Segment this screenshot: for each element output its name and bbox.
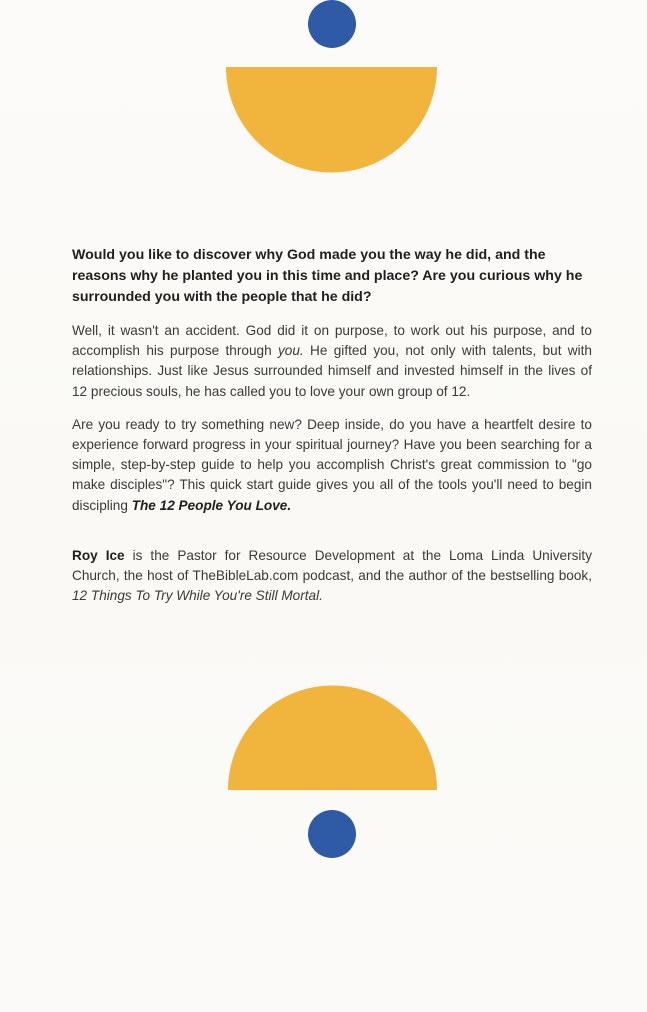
cover-text <box>72 245 592 619</box>
book-title: The 12 People You Love. <box>131 497 292 513</box>
para1-text: Well, it wasn't an accident. God did it on purpose, to work out his purpose, and to accomplish his purpose through <box>72 323 592 359</box>
blue-dot-icon-top <box>308 0 356 48</box>
para2-text: Are you ready to try something new? Deep inside, do you have a heartfelt desire to experience forward progress in your spiritual journey? Have you been searching for a simple, step-by-step guide to help you accomplish Christ's great commission to "go make disciples"? This quick start guide gives you all of the tools you'll need to begin discipling <box>72 416 592 513</box>
para1-text-end: He gifted you, not only with talents, but with relationships. Just like Jesus surrounded himself and invested himself in the lives of 12 precious souls, he has called you to love your own group of 12. <box>72 343 592 399</box>
para1-emphasis-you: you. <box>277 343 304 359</box>
author-bio <box>72 546 592 607</box>
gold-half-circle-icon-top <box>226 67 437 173</box>
author-bio-text: is the Pastor for Resource Development at the Loma Linda University Church, the host of TheBibleLab.com podcast, and the author of the bestselling book, <box>72 547 592 584</box>
body-paragraph-1 <box>72 321 592 402</box>
author-previous-book: 12 Things To Try While You're Still Mortal. <box>72 588 323 604</box>
lead-question: Would you like to discover why God made you the way he did, and the reasons why he planted you in this time and place? Are you curious why he surrounded you with the people that he did? <box>72 247 583 305</box>
blue-dot-icon-bottom <box>308 810 356 858</box>
gold-half-circle-icon-bottom <box>228 685 437 790</box>
body-paragraph-2 <box>72 415 592 516</box>
author-name: Roy Ice <box>72 547 125 563</box>
